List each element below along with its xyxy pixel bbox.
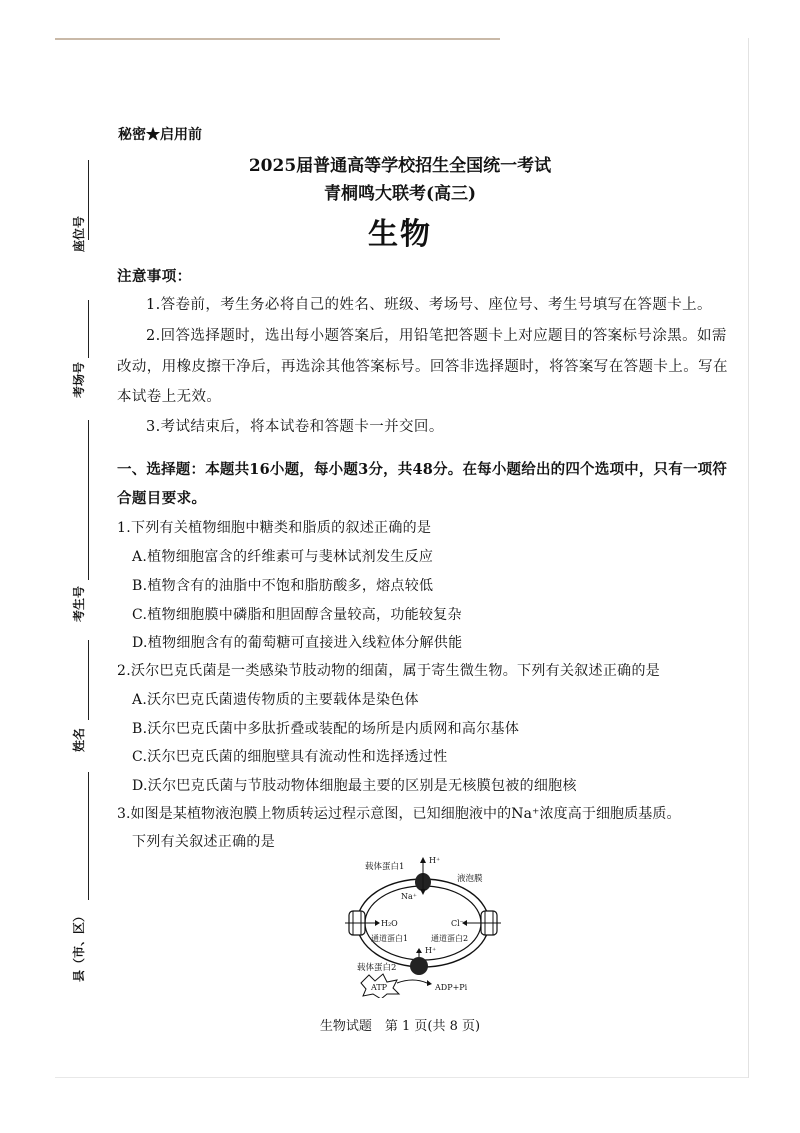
atp-to-adp-arrow [397, 980, 427, 983]
notice-item-2-line-3: 本试卷上无效。 [117, 389, 222, 405]
name-line [88, 640, 89, 720]
vacuole-membrane-transport-diagram [335, 853, 510, 998]
notice-item-3: 3.考试结束后，将本试卷和答题卡一并交回。 [146, 419, 444, 435]
q1-option-b: B.植物含有的油脂中不饱和脂肪酸多，熔点较低 [132, 578, 434, 594]
q2-option-c: C.沃尔巴克氏菌的细胞壁具有流动性和选择透过性 [132, 749, 448, 765]
q3-stem-line-2: 下列有关叙述正确的是 [132, 834, 275, 850]
county-line [88, 772, 89, 900]
label-h-plus-bottom: H⁺ [425, 946, 437, 955]
channel1-arrow-head [375, 920, 380, 926]
q2-option-b: B.沃尔巴克氏菌中多肽折叠或装配的场所是内质网和高尔基体 [132, 721, 520, 737]
q2-option-d: D.沃尔巴克氏菌与节肢动物体细胞最主要的区别是无核膜包被的细胞核 [132, 778, 577, 794]
exam-room-line [88, 300, 89, 358]
label-h2o: H₂O [381, 919, 398, 928]
label-h-plus-top: H⁺ [429, 856, 441, 865]
exam-subtitle: 青桐鸣大联考(高三) [323, 184, 477, 204]
q3-stem-line-1: 3.如图是某植物液泡膜上物质转运过程示意图，已知细胞液中的Na⁺浓度高于细胞质基质。 [117, 806, 681, 822]
page-bottom-edge [55, 1077, 748, 1078]
carrier2-arrow-up [416, 948, 422, 953]
exam-title: 2025届普通高等学校招生全国统一考试 [248, 156, 552, 176]
subject-title: 生物 [368, 217, 432, 252]
label-carrier-1: 载体蛋白1 [365, 862, 405, 872]
q1-option-d: D.植物细胞含有的葡萄糖可直接进入线粒体分解供能 [132, 635, 463, 651]
carrier1-arrow-up [420, 857, 426, 863]
exam-room-label: 考场号 [72, 361, 86, 398]
notice-item-2-line-2: 改动，用橡皮擦干净后，再选涂其他答案标号。回答非选择题时，将答案写在答题卡上。写在 [117, 359, 728, 375]
notice-item-1: 1.答卷前，考生务必将自己的姓名、班级、考场号、座位号、考生号填写在答题卡上。 [146, 297, 712, 313]
label-na-plus: Na⁺ [401, 892, 417, 901]
q1-option-c: C.植物细胞膜中磷脂和胆固醇含量较高，功能较复杂 [132, 607, 462, 623]
q2-option-a: A.沃尔巴克氏菌遗传物质的主要载体是染色体 [132, 692, 419, 708]
notice-heading: 注意事项： [117, 268, 192, 285]
secret-mark: 秘密★启用前 [118, 127, 202, 143]
label-carrier-2: 载体蛋白2 [357, 963, 397, 973]
q1-stem: 1.下列有关植物细胞中糖类和脂质的叙述正确的是 [117, 520, 432, 536]
q2-stem: 2.沃尔巴克氏菌是一类感染节肢动物的细菌，属于寄生微生物。下列有关叙述正确的是 [117, 663, 661, 679]
page-footer: 生物试题 第 1 页(共 8 页) [319, 1019, 481, 1034]
section-heading-line-1: 一、选择题：本题共16小题，每小题3分，共48分。在每小题给出的四个选项中，只有一项符 [117, 461, 728, 478]
label-atp: ATP [371, 983, 388, 992]
seat-label: 座位号 [72, 215, 86, 252]
student-id-line [88, 420, 89, 580]
label-channel-1: 通道蛋白1 [371, 934, 409, 943]
page-top-edge [55, 38, 500, 40]
name-label: 姓名 [72, 727, 86, 752]
carrier1-arrow-down [420, 889, 426, 895]
notice-item-2-line-1: 2.回答选择题时，选出每小题答案后，用铅笔把答题卡上对应题目的答案标号涂黑。如需 [146, 328, 727, 344]
county-label: 县（市、区） [72, 909, 86, 982]
label-membrane: 液泡膜 [457, 874, 483, 884]
label-adp: ADP+Pi [435, 983, 468, 992]
student-id-label: 考生号 [72, 585, 86, 622]
atp-to-adp-arrowhead [427, 980, 432, 986]
carrier-protein-2-shape [410, 957, 428, 975]
label-channel-2: 通道蛋白2 [431, 934, 469, 943]
q1-option-a: A.植物细胞富含的纤维素可与斐林试剂发生反应 [132, 549, 434, 565]
section-heading-line-2: 合题目要求。 [117, 490, 207, 507]
label-cl-minus: Cl⁻ [451, 919, 464, 928]
